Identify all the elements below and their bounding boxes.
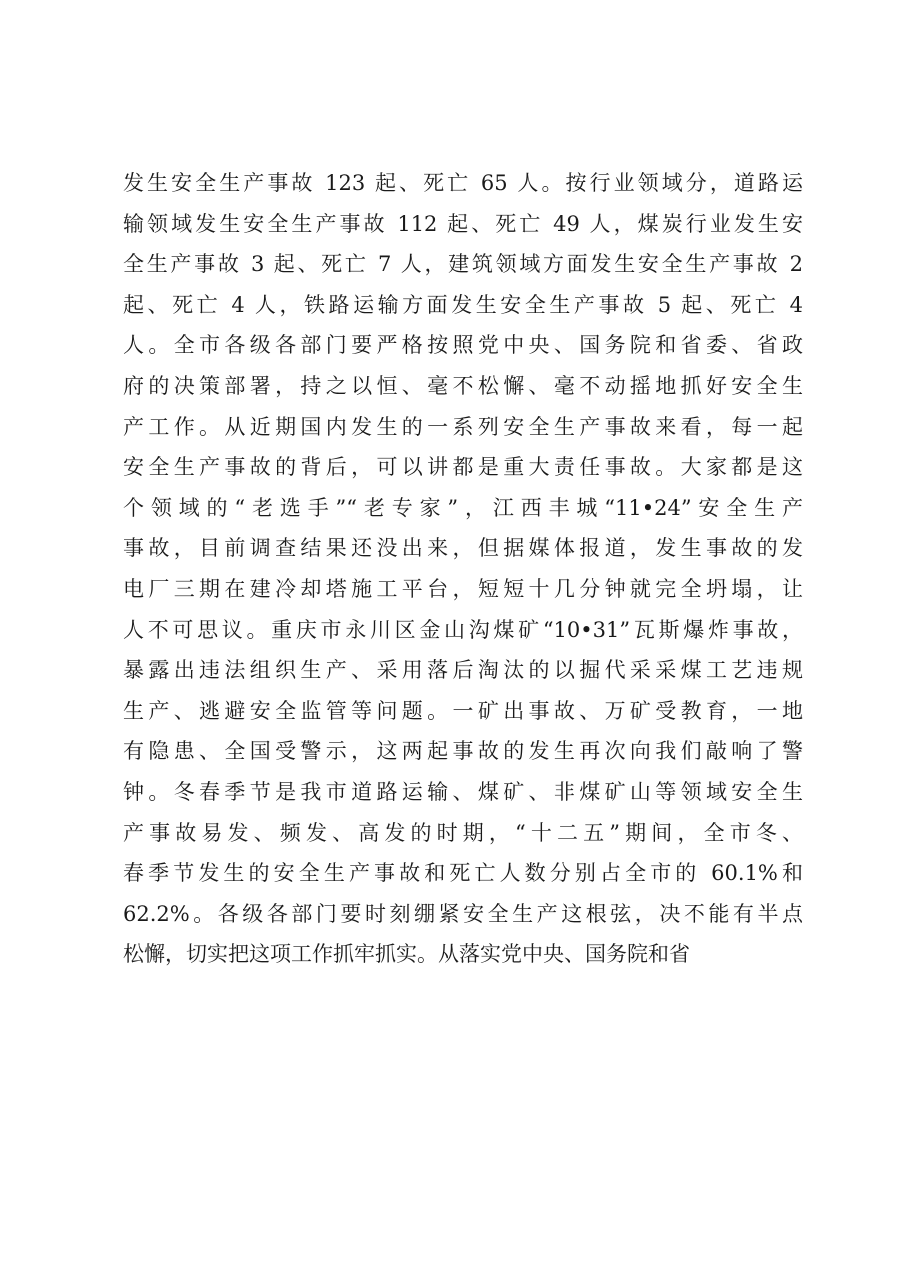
text-line: 产事故易发、频发、高发的时期，“十二五”期间，全市冬、 [123, 820, 803, 845]
text-line: 产工作。从近期国内发生的一系列安全生产事故来看，每一起 [123, 414, 803, 439]
text-line: 发生安全生产事故 123 起、死亡 65 人。按行业领域分，道路运 [123, 171, 803, 195]
body-paragraph [123, 163, 803, 975]
text-line: 春季节发生的安全生产事故和死亡人数分别占全市的 60.1%和 [123, 861, 803, 886]
text-line: 人。全市各级各部门要严格按照党中央、国务院和省委、省政 [123, 333, 803, 358]
text-line: 有隐患、全国受警示，这两起事故的发生再次向我们敲响了警 [123, 739, 803, 764]
text-line: 生产、逃避安全监管等问题。一矿出事故、万矿受教育，一地 [123, 698, 803, 723]
text-line: 电厂三期在建冷却塔施工平台，短短十几分钟就完全坍塌，让 [123, 576, 803, 601]
text-line: 输领域发生安全生产事故 112 起、死亡 49 人，煤炭行业发生安 [123, 211, 803, 236]
text-line: 松懈，切实把这项工作抓牢抓实。从落实党中央、国务院和省 [123, 942, 690, 967]
text-line: 个领域的“老选手”“老专家”，江西丰城“11•24”安全生产 [123, 495, 803, 520]
text-line: 人不可思议。重庆市永川区金山沟煤矿“10•31”瓦斯爆炸事故， [123, 617, 803, 642]
text-line: 事故，目前调查结果还没出来，但据媒体报道，发生事故的发 [123, 536, 803, 561]
text-line: 62.2%。各级各部门要时刻绷紧安全生产这根弦，决不能有半点 [123, 901, 803, 926]
text-line: 钟。冬春季节是我市道路运输、煤矿、非煤矿山等领域安全生 [123, 779, 803, 804]
text-line: 起、死亡 4 人，铁路运输方面发生安全生产事故 5 起、死亡 4 [123, 292, 803, 317]
text-line: 安全生产事故的背后，可以讲都是重大责任事故。大家都是这 [123, 455, 803, 480]
text-line: 全生产事故 3 起、死亡 7 人，建筑领域方面发生安全生产事故 2 [123, 252, 803, 277]
text-line: 暴露出违法组织生产、采用落后淘汰的以掘代采采煤工艺违规 [123, 658, 803, 683]
text-line: 府的决策部署，持之以恒、毫不松懈、毫不动摇地抓好安全生 [123, 373, 803, 398]
